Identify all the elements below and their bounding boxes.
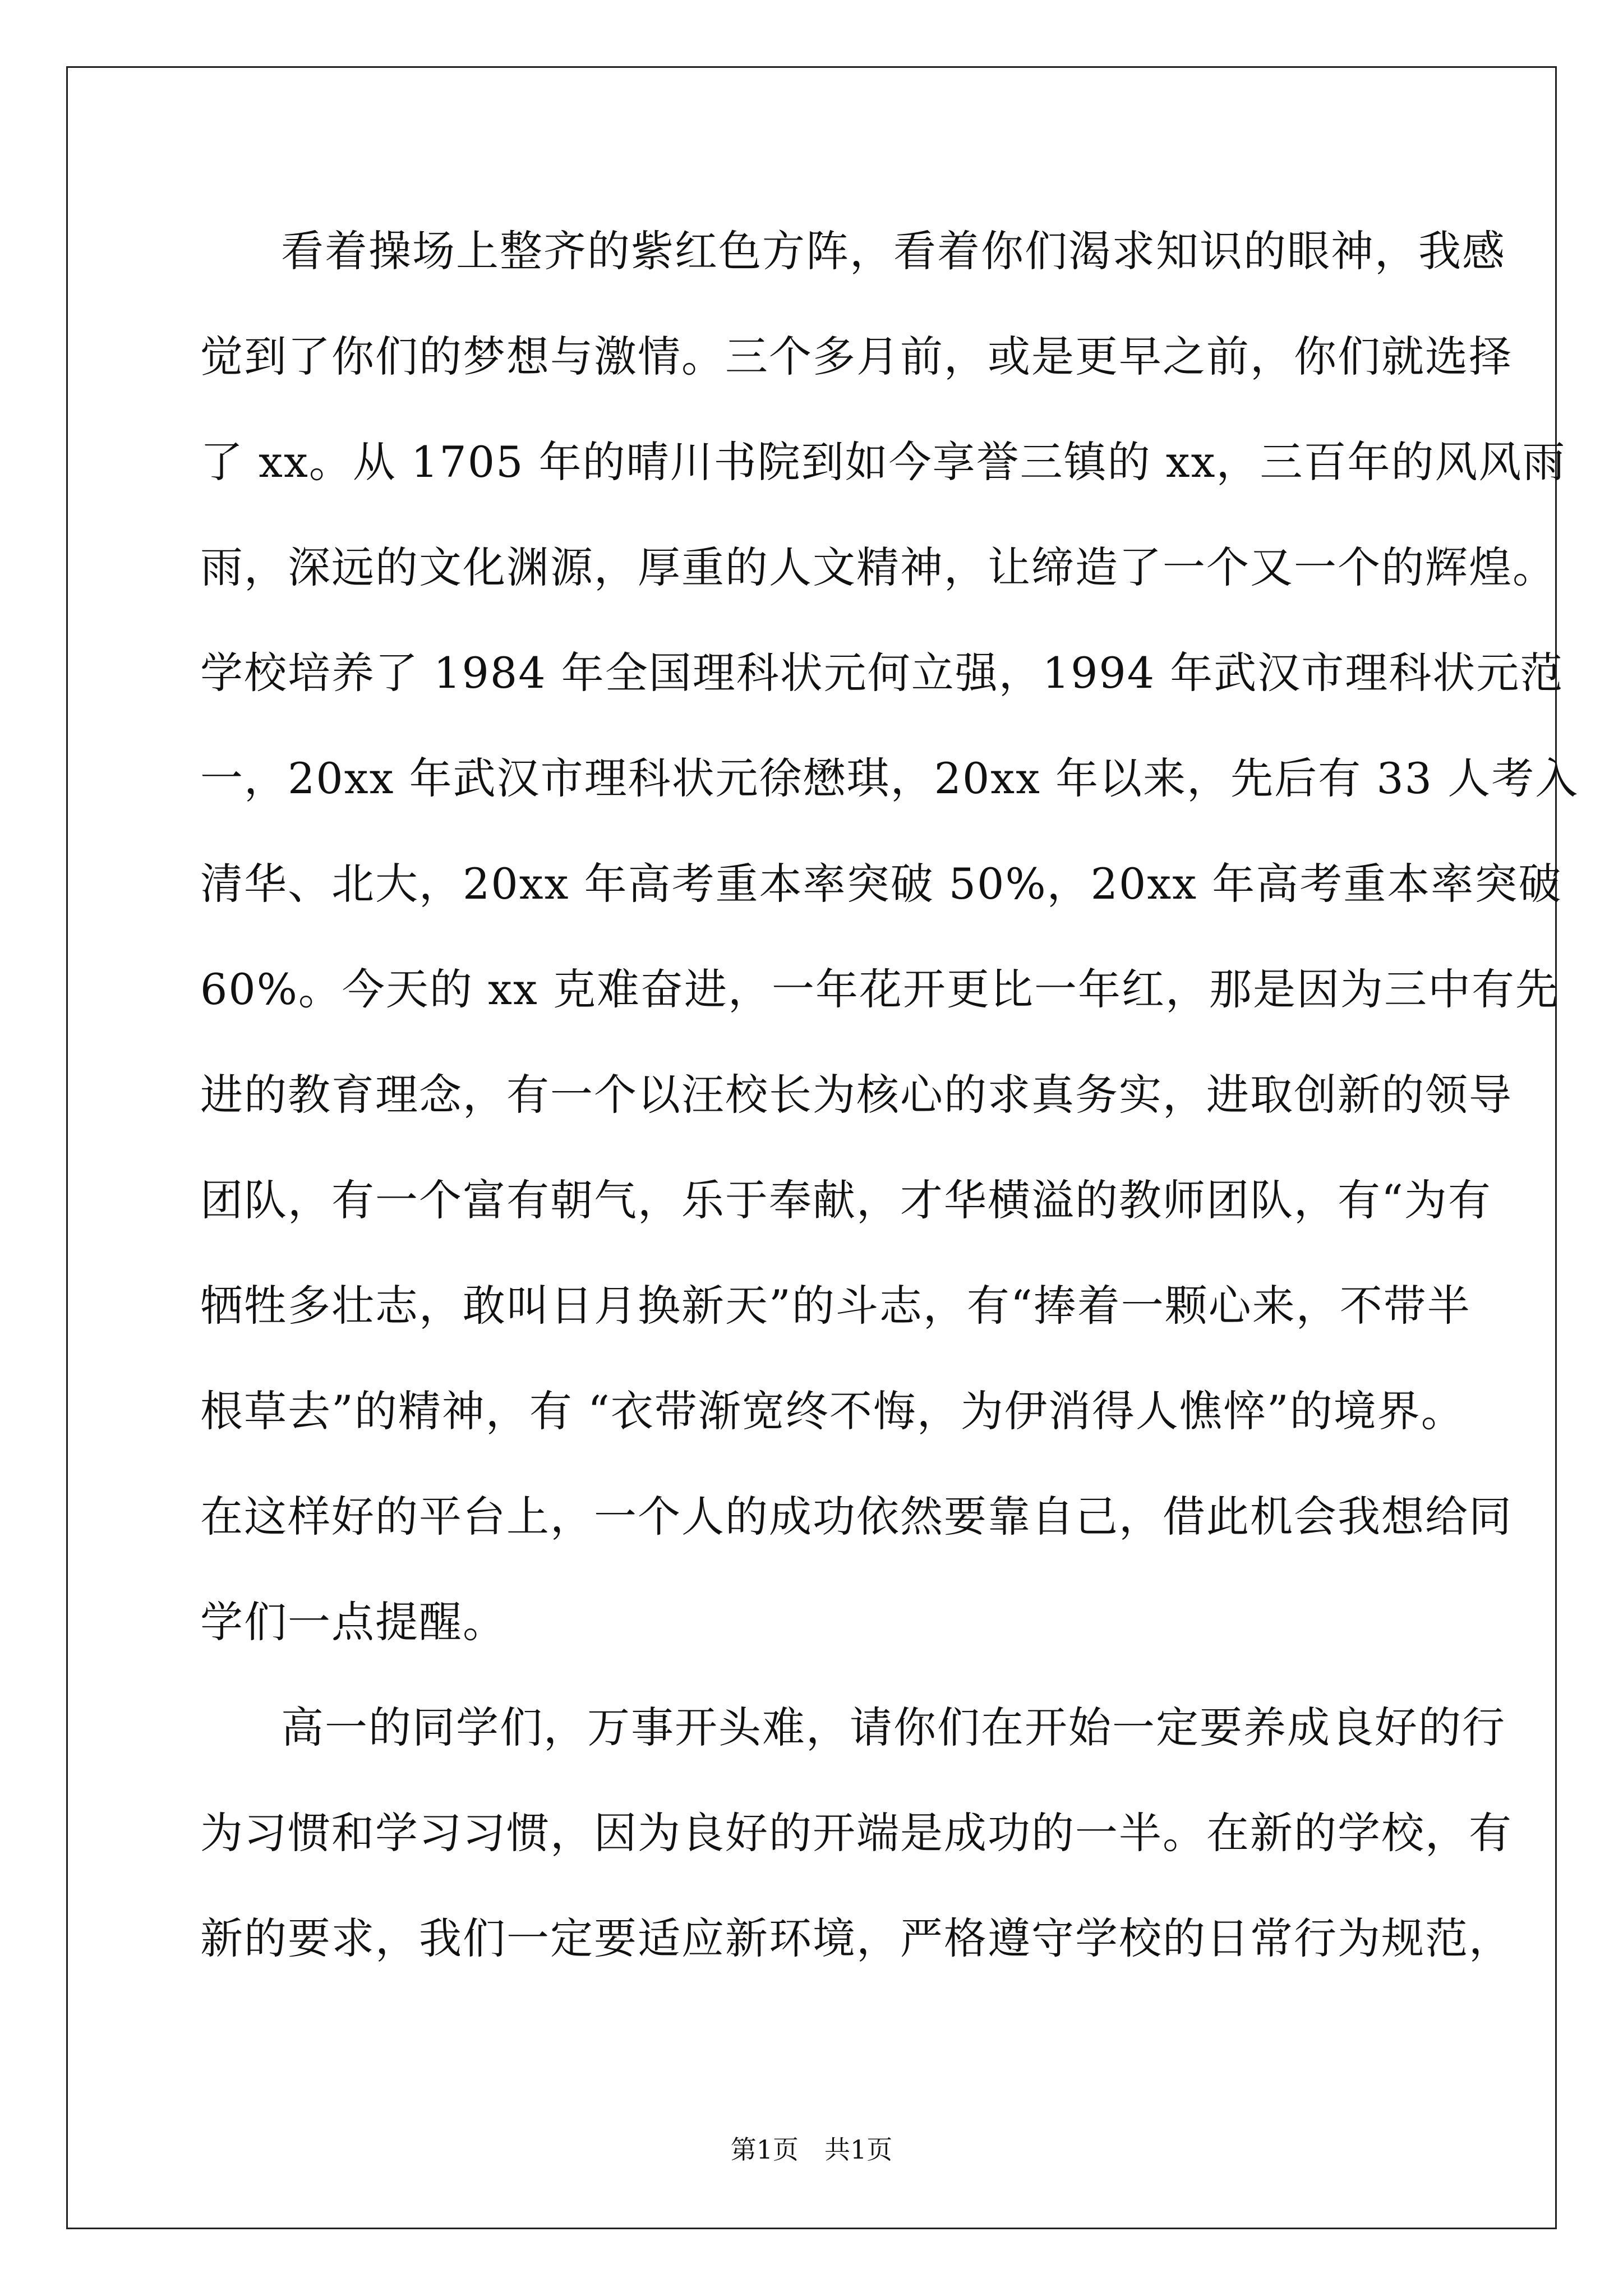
paragraph-1-line-7: 清华、北大，20xx 年高考重本率突破 50%，20xx 年高考重本率突破 bbox=[200, 859, 1562, 909]
paragraph-2-line-2: 为习惯和学习习惯，因为良好的开端是成功的一半。在新的学校，有 bbox=[200, 1808, 1513, 1858]
paragraph-1-line-1: 看着操场上整齐的紫红色方阵，看着你们渴求知识的眼神，我感 bbox=[281, 226, 1506, 276]
page-number-footer: 第1页 共1页 bbox=[730, 2134, 893, 2165]
paragraph-1-line-8: 60%。今天的 xx 克难奋进，一年花开更比一年红，那是因为三中有先 bbox=[200, 964, 1559, 1014]
paragraph-1-line-14: 学们一点提醒。 bbox=[200, 1597, 506, 1647]
paragraph-1-line-5: 学校培养了 1984 年全国理科状元何立强，1994 年武汉市理科状元范 bbox=[200, 648, 1564, 698]
paragraph-1-line-4: 雨，深远的文化渊源，厚重的人文精神，让缔造了一个又一个的辉煌。 bbox=[200, 542, 1556, 592]
paragraph-1-line-2: 觉到了你们的梦想与激情。三个多月前，或是更早之前，你们就选择 bbox=[200, 332, 1513, 381]
paragraph-1-line-13: 在这样好的平台上，一个人的成功依然要靠自己，借此机会我想给同 bbox=[200, 1492, 1513, 1542]
paragraph-1-line-3: 了 xx。从 1705 年的晴川书院到如今享誉三镇的 xx，三百年的风风雨 bbox=[200, 437, 1566, 487]
paragraph-1-line-10: 团队，有一个富有朝气，乐于奉献，才华横溢的教师团队，有“为有 bbox=[200, 1175, 1492, 1225]
document-body bbox=[200, 220, 1579, 2013]
paragraph-1-line-9: 进的教育理念，有一个以汪校长为核心的求真务实，进取创新的领导 bbox=[200, 1070, 1513, 1120]
paragraph-1-line-6: 一，20xx 年武汉市理科状元徐懋琪，20xx 年以来，先后有 33 人考入 bbox=[200, 753, 1579, 803]
paragraph-2-line-3: 新的要求，我们一定要适应新环境，严格遵守学校的日常行为规范， bbox=[200, 1913, 1513, 1963]
paragraph-2-line-1: 高一的同学们，万事开头难，请你们在开始一定要养成良好的行 bbox=[281, 1703, 1506, 1752]
paragraph-1-line-11: 牺牲多壮志，敢叫日月换新天”的斗志，有“捧着一颗心来，不带半 bbox=[200, 1281, 1471, 1331]
paragraph-1-line-12: 根草去”的精神，有 “衣带渐宽终不悔，为伊消得人憔悴”的境界。 bbox=[200, 1386, 1465, 1436]
